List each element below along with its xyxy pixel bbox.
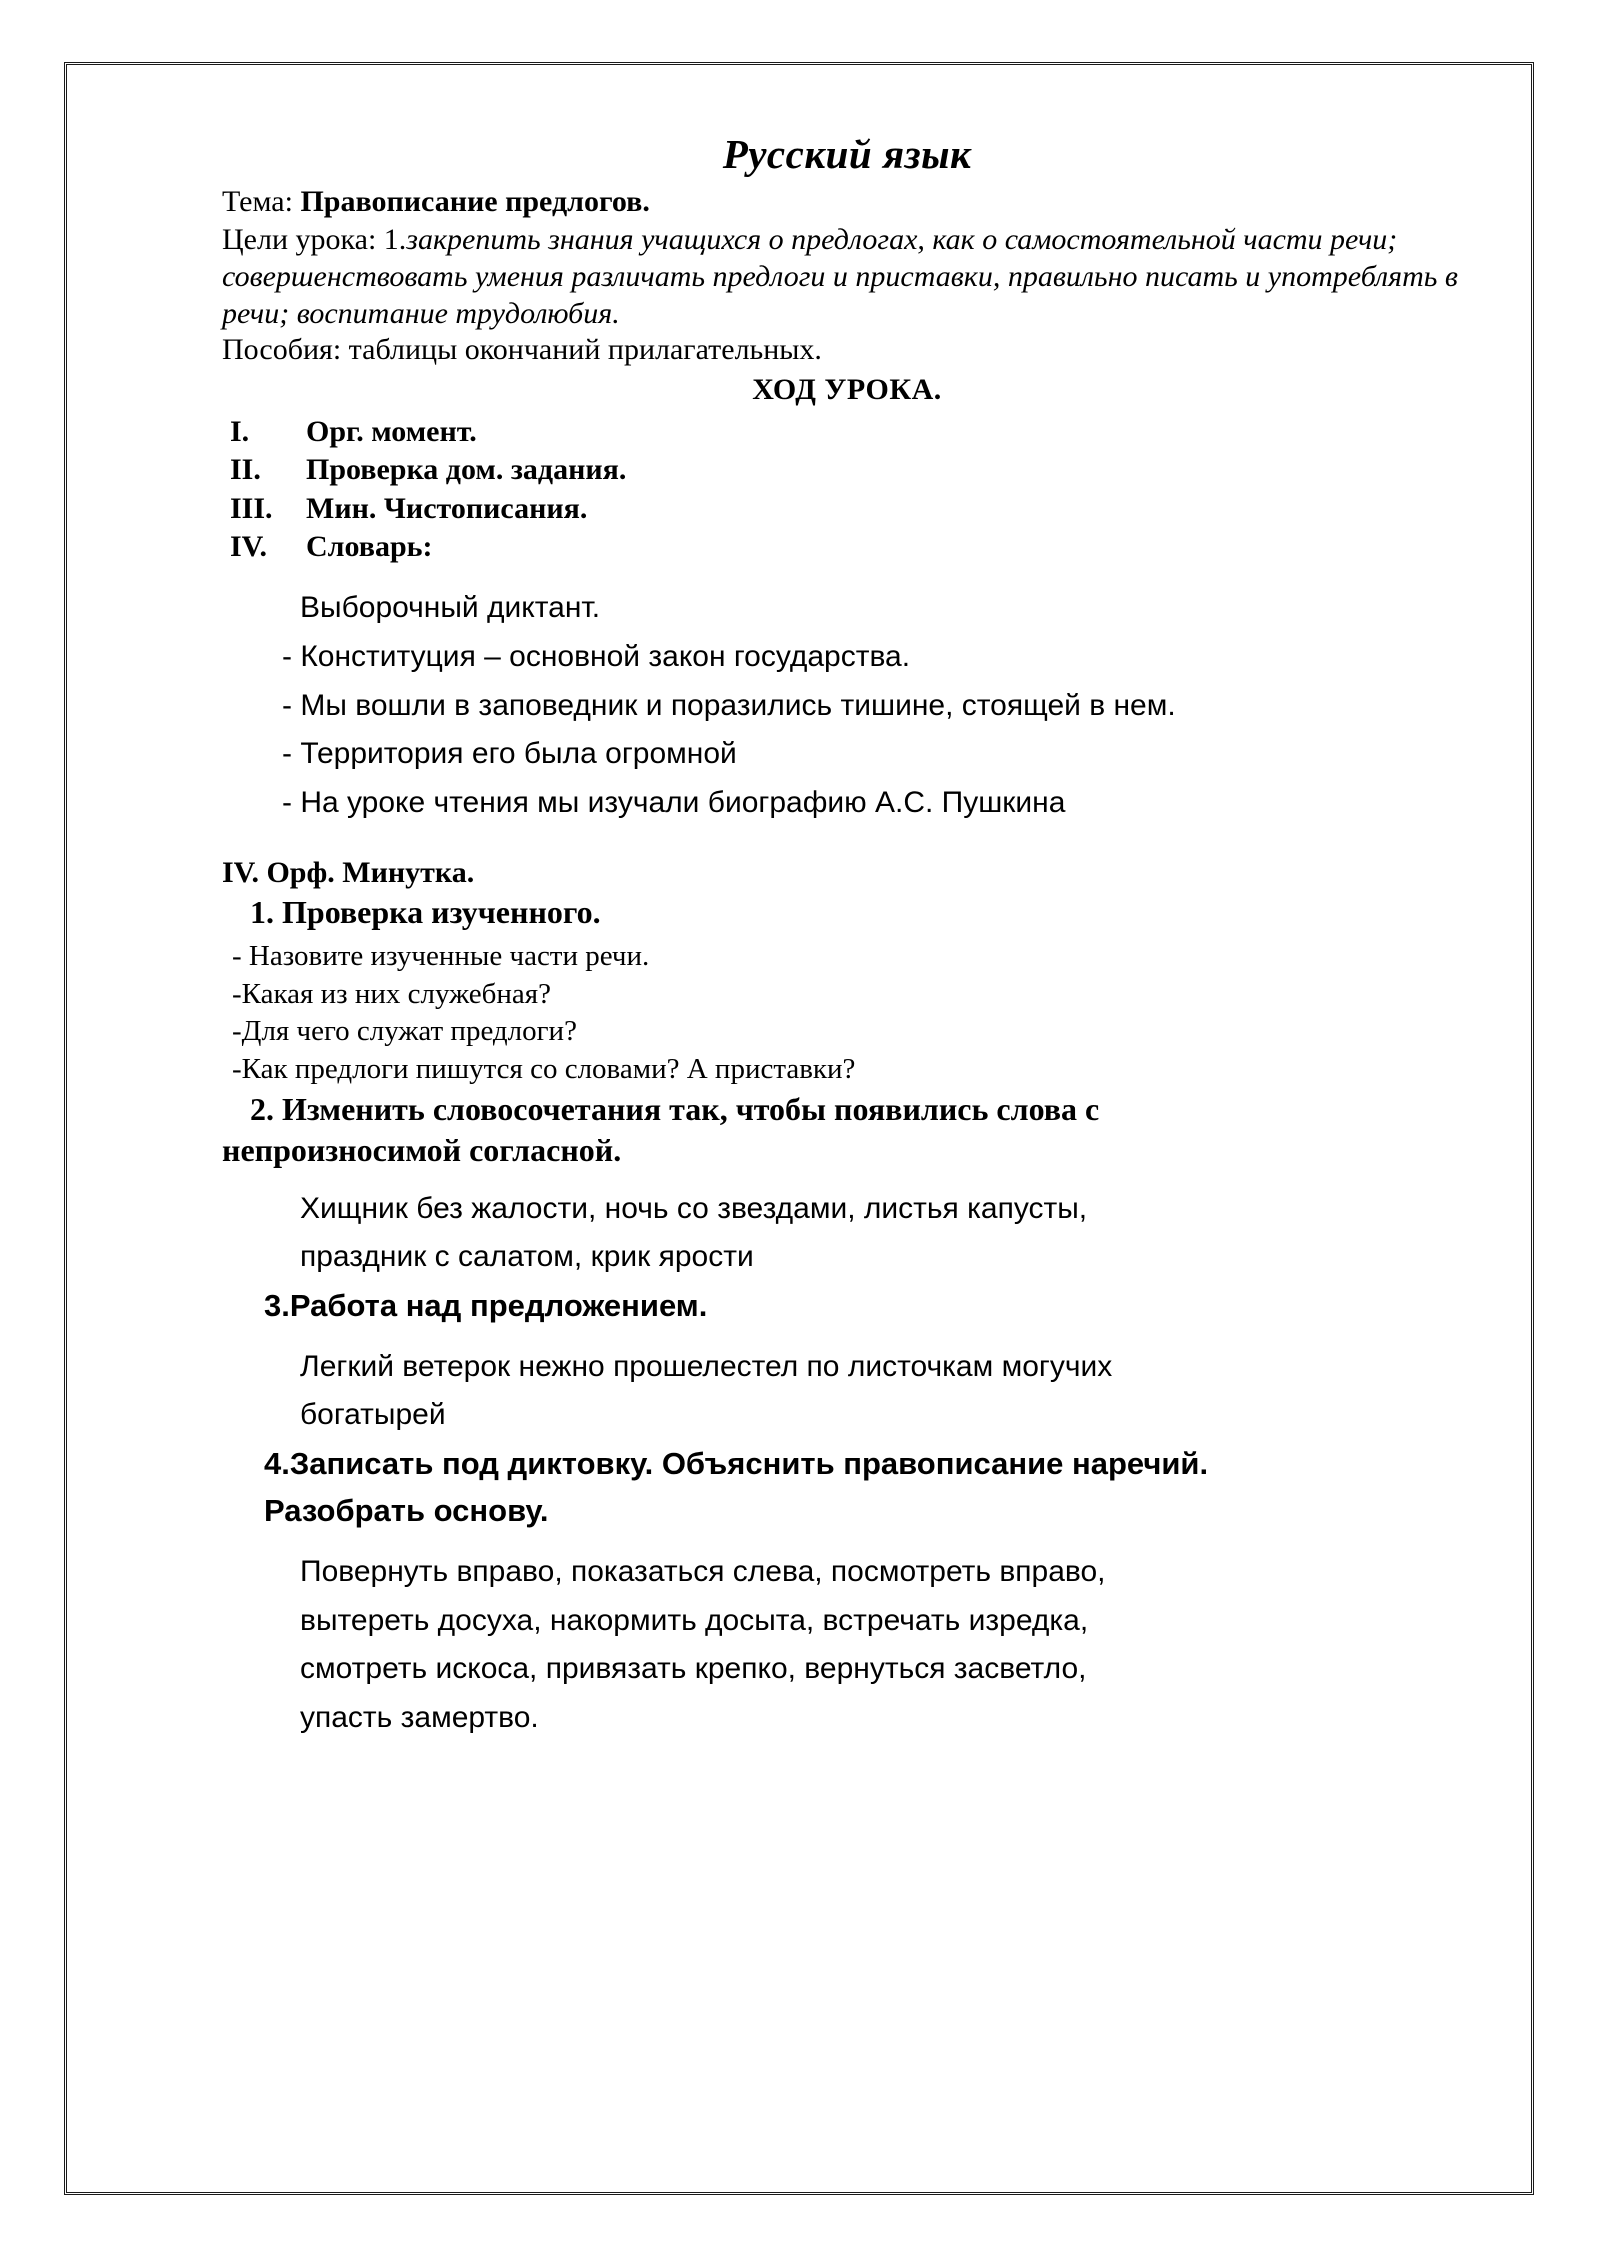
- spacer: [222, 570, 1472, 584]
- aids-line: Пособия: таблицы окончаний прилагательных.: [222, 333, 822, 367]
- list-item: [230, 413, 1472, 451]
- task2-body-line2: праздник с салатом, крик ярости: [300, 1240, 754, 1274]
- goals-line: [222, 221, 1472, 333]
- task3-body-line1: Легкий ветерок нежно прошелестел по листочкам могучих: [300, 1349, 1113, 1383]
- task2-body-line1: Хищник без жалости, ночь со звездами, листья капусты,: [300, 1191, 1088, 1225]
- list-item: [230, 490, 1472, 528]
- dictation-item: - Конституция – основной закон государства.: [282, 639, 911, 673]
- spacer: [222, 1171, 1472, 1185]
- roman-numeral: IV.: [230, 529, 267, 563]
- task3-body-line2: богатырей: [300, 1398, 446, 1432]
- task4-body-line: Повернуть вправо, показаться слева, посмотреть вправо,: [300, 1555, 1106, 1589]
- dictation-heading: Выборочный диктант.: [300, 591, 601, 625]
- theme-value: Правописание предлогов.: [300, 185, 650, 218]
- task3-heading: 3.Работа над предложением.: [264, 1287, 708, 1323]
- theme-label: Тема:: [222, 185, 293, 218]
- question-line: -Как предлоги пишутся со словами? А приставки?: [232, 1052, 856, 1085]
- task2-heading-line2: непроизносимой согласной.: [222, 1131, 622, 1168]
- list-item: [230, 451, 1472, 489]
- spacer: [222, 1329, 1472, 1343]
- theme-line: [222, 184, 1472, 221]
- dictation-item: - Территория его была огромной: [282, 737, 737, 771]
- document-content: [222, 130, 1472, 1743]
- list-item: [230, 528, 1472, 566]
- task2-heading: [222, 1089, 1472, 1171]
- spacer: [222, 827, 1472, 853]
- task1-heading: 1. Проверка изученного.: [250, 894, 601, 931]
- task4-body-line: упасть замертво.: [300, 1701, 539, 1735]
- roman-item-label: Мин. Чистописания.: [306, 491, 588, 525]
- roman-numeral: I.: [230, 414, 250, 448]
- goals-label: Цели урока: 1.: [222, 222, 407, 256]
- task4-body-line: смотреть искоса, привязать крепко, вернуться засветло,: [300, 1652, 1087, 1686]
- roman-numeral: III.: [230, 491, 273, 525]
- goals-text: закрепить знания учащихся о предлогах, как о самостоятельной части речи; совершенствовать умения различать предлоги и приставки, правильно писать и употреблять в речи; воспитание трудолюбия.: [222, 222, 1458, 330]
- task4-heading-line2: Разобрать основу.: [264, 1493, 549, 1529]
- spacer: [222, 1534, 1472, 1548]
- roman-item-label: Проверка дом. задания.: [306, 453, 627, 487]
- task4-heading-line1: 4.Записать под диктовку. Объяснить правописание наречий.: [264, 1446, 1209, 1482]
- question-line: -Для чего служат предлоги?: [232, 1015, 577, 1048]
- dictation-item: - Мы вошли в заповедник и поразились тишине, стоящей в нем.: [282, 688, 1176, 722]
- roman-numeral-list: [222, 413, 1472, 567]
- question-line: -Какая из них служебная?: [232, 977, 551, 1010]
- question-line: - Назовите изученные части речи.: [232, 939, 650, 972]
- roman-numeral: II.: [230, 453, 261, 487]
- page-title: Русский язык: [722, 131, 972, 177]
- task2-heading-line1: 2. Изменить словосочетания так, чтобы появились слова с: [250, 1090, 1100, 1127]
- roman-item-label: Словарь:: [306, 529, 433, 563]
- orf-minutka-heading: IV. Орф. Минутка.: [222, 856, 475, 890]
- roman-item-label: Орг. момент.: [306, 414, 477, 448]
- task4-body-line: вытереть досуха, накормить досыта, встречать изредка,: [300, 1603, 1089, 1637]
- dictation-item: - На уроке чтения мы изучали биографию А.С. Пушкина: [282, 785, 1066, 819]
- lesson-flow-heading: ХОД УРОКА.: [752, 372, 942, 406]
